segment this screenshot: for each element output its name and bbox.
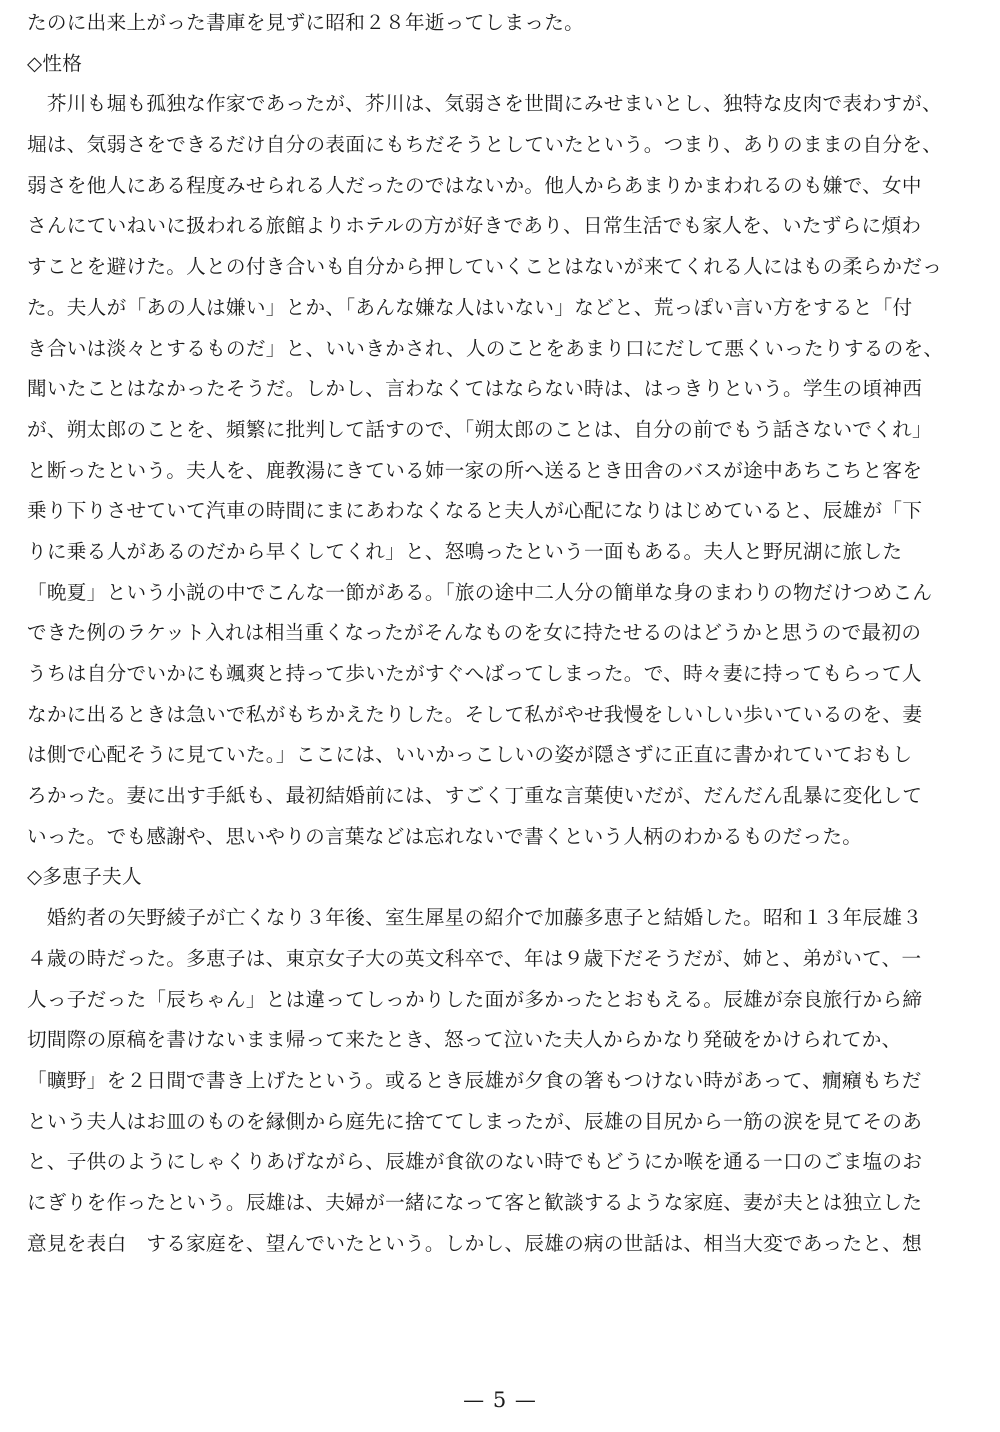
text-line: と断ったという。夫人を、鹿教湯にきている姉一家の所へ送るとき田舎のバスが途中あちこちと客を — [27, 458, 923, 482]
text-line: なかに出るときは急いで私がもちかえたりした。そして私がやせ我慢をしいしい歩いているのを、妻 — [27, 702, 923, 726]
text-line: いった。でも感謝や、思いやりの言葉などは忘れないで書くという人柄のわかるものだった。 — [27, 824, 863, 848]
text-line: にぎりを作ったという。辰雄は、夫婦が一緒になって客と歓談するような家庭、妻が夫とは独立した — [27, 1190, 923, 1214]
page-number: — 5 — — [463, 1388, 537, 1412]
text-line: すことを避けた。人との付き合いも自分から押していくことはないが来てくれる人にはもの柔らかだっ — [27, 255, 943, 279]
text-line: 堀は、気弱さをできるだけ自分の表面にもちだそうとしていたという。つまり、ありのままの自分を、 — [27, 133, 943, 157]
text-line: 「曠野」を２日間で書き上げたという。或るとき辰雄が夕食の箸もつけない時があって、癇癪もちだ — [27, 1068, 922, 1092]
text-line: 弱さを他人にある程度みせられる人だったのではないか。他人からあまりかまわれるのも嫌で、女中 — [27, 173, 922, 197]
text-line: 意見を表白 する家庭を、望んでいたという。しかし、辰雄の病の世話は、相当大変であったと、想 — [27, 1231, 923, 1255]
text-line: さんにていねいに扱われる旅館よりホテルの方が好きであり、日常生活でも家人を、いたずらに煩わ — [27, 214, 922, 238]
text-line: うちは自分でいかにも颯爽と持って歩いたがすぐへばってしまった。で、時々妻に持ってもらって人 — [27, 662, 922, 685]
text-line: できた例のラケット入れは相当重くなったがそんなものを女に持たせるのはどうかと思うので最初の — [27, 621, 922, 645]
text-line: ろかった。妻に出す手紙も、最初結婚前には、すごく丁重な言葉使いだが、だんだん乱暴に変化して — [27, 784, 923, 808]
text-line: 乗り下りさせていて汽車の時間にまにあわなくなると夫人が心配になりはじめていると、辰雄が「下 — [27, 499, 923, 523]
body-text — [27, 3, 977, 1264]
section-heading: ◇多恵子夫人 — [27, 865, 142, 889]
text-line: 芥川も堀も孤独な作家であったが、芥川は、気弱さを世間にみせまいとし、独特な皮肉で表わすが、 — [27, 92, 942, 116]
text-line: りに乗る人があるのだから早くしてくれ」と、怒鳴ったという一面もある。夫人と野尻湖に旅した — [27, 539, 903, 563]
text-line: き合いは淡々とするものだ」と、いいきかされ、人のことをあまり口にだして悪くいったりするのを、 — [27, 336, 944, 360]
text-line: 「晩夏」という小説の中でこんな一節がある。「旅の途中二人分の簡単な身のまわりの物だけつめこん — [27, 580, 933, 604]
text-line: という夫人はお皿のものを縁側から庭先に捨ててしまったが、辰雄の目尻から一筋の涙を見てそのあ — [27, 1109, 923, 1133]
text-line: は側で心配そうに見ていた。」ここには、いいかっこしいの姿が隠さずに正直に書かれていておもし — [27, 743, 913, 767]
text-line: 切間際の原稿を書けないまま帰って来たとき、怒って泣いた夫人からかなり発破をかけられてか、 — [27, 1028, 902, 1052]
text-line: ４歳の時だった。多恵子は、東京女子大の英文科卒で、年は９歳下だそうだが、姉と、弟がいて、一 — [27, 946, 922, 970]
text-line: 婚約者の矢野綾子が亡くなり３年後、室生犀星の紹介で加藤多恵子と結婚した。昭和１３年辰雄３ — [27, 906, 923, 930]
section-heading: ◇性格 — [27, 51, 83, 75]
text-line: 人っ子だった「辰ちゃん」とは違ってしっかりした面が多かったとおもえる。辰雄が奈良旅行から締 — [27, 987, 923, 1011]
text-line: た。夫人が「あの人は嫌い」とか、「あんな嫌な人はいない」などと、荒っぽい言い方をすると「付 — [27, 295, 913, 319]
text-line: たのに出来上がった書庫を見ずに昭和２８年逝ってしまった。 — [27, 11, 585, 34]
text-line: と、子供のようにしゃくりあげながら、辰雄が食欲のない時でもどうにか喉を通る一口のごま塩のお — [27, 1150, 923, 1174]
text-line: 聞いたことはなかったそうだ。しかし、言わなくてはならない時は、はっきりという。学生の頃神西 — [27, 377, 923, 401]
text-line: が、朔太郎のことを、頻繁に批判して話すので、「朔太郎のことは、自分の前でもう話さないでくれ」 — [27, 417, 932, 441]
